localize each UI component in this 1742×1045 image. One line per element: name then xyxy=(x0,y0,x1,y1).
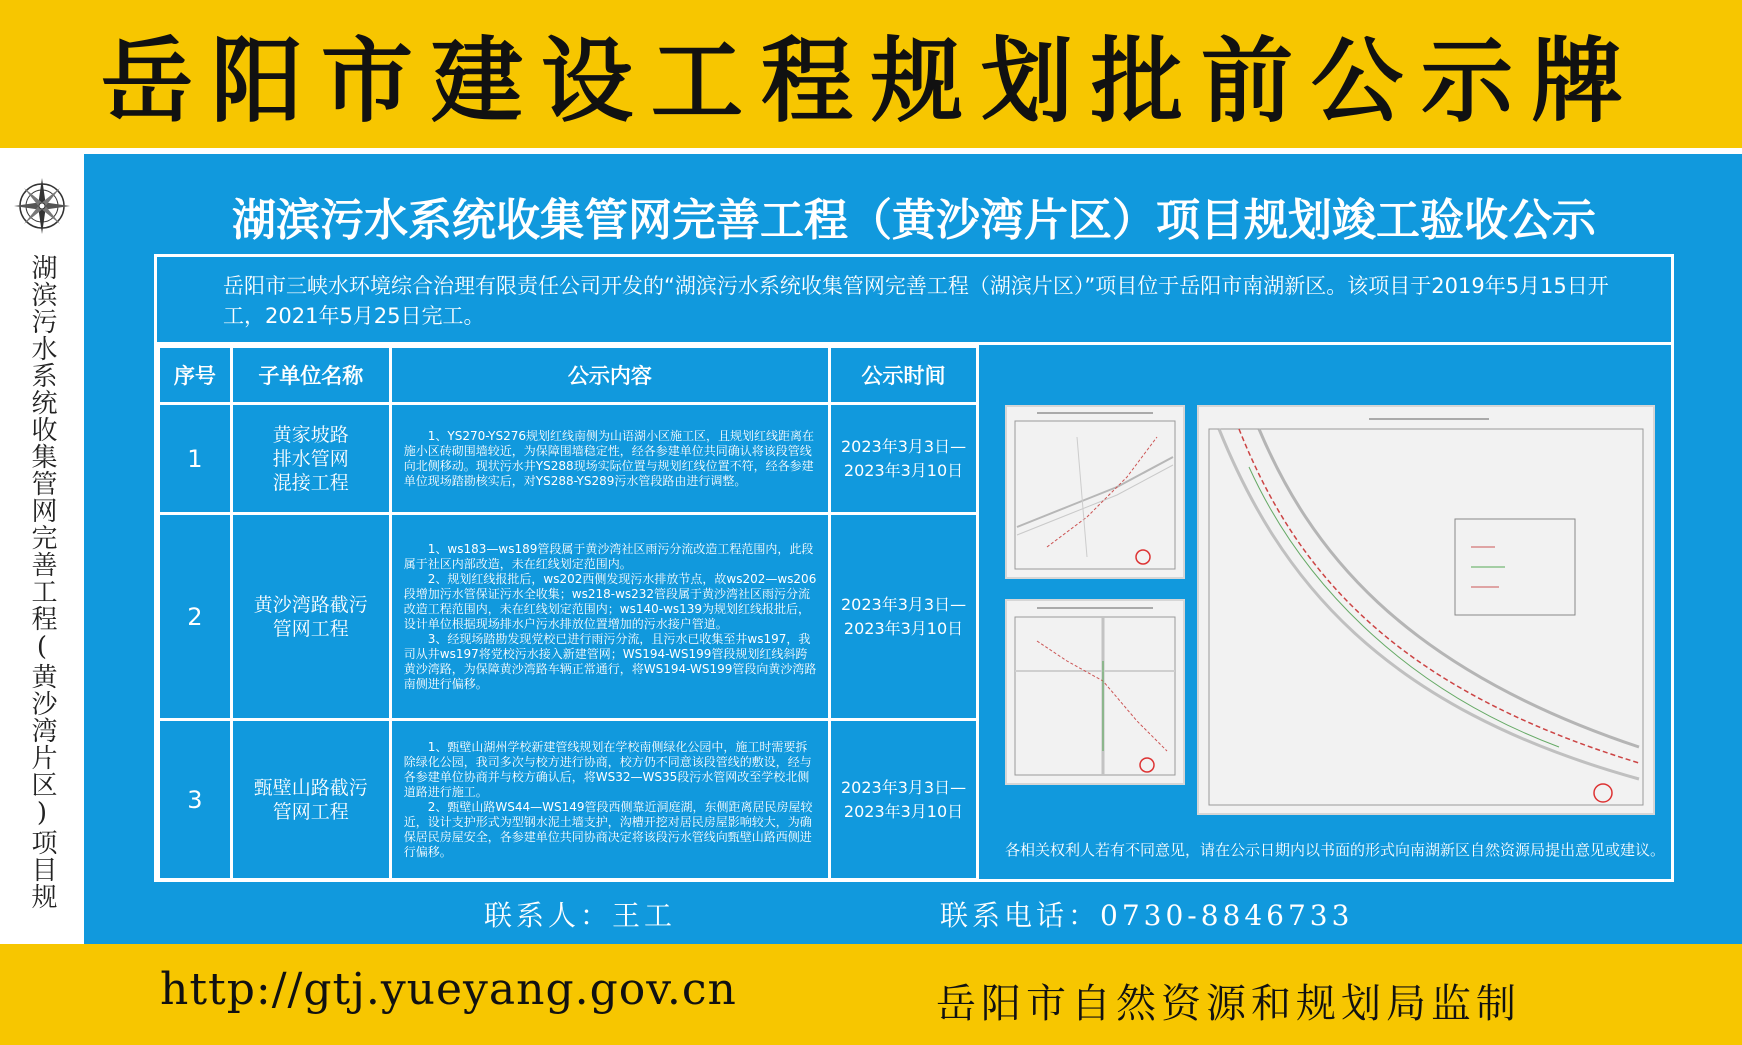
row-name: 甄壁山路截污 管网工程 xyxy=(231,720,390,880)
project-intro: 岳阳市三峡水环境综合治理有限责任公司开发的“湖滨污水系统收集管网完善工程（湖滨片区）”项目位于岳阳市南湖新区。该项目于2019年5月15日开工，2021年5月25日完工。 xyxy=(157,257,1671,345)
row-content: 1、ws183—ws189管段属于黄沙湾社区雨污分流改造工程范围内，此段属于社区内部改造，未在红线划定范围内。 2、规划红线报批后，ws202西侧发现污水排放节点，故ws202—ws206段增加污水管保证污水全收集；ws218-ws232管段属于黄沙湾社区雨污分流改造工程范围内，未在红线划定范围内；ws140-ws139为规划红线报批后，设计单位根据现场排水户污水排放位置增加的污水接户管道。 3、经现场踏勘发现党校已进行雨污分流，且污水已收集至井ws197，我司从井ws197将党校污水接入新建管网；WS194-WS199管段规划红线斜跨黄沙湾路，为保障黄沙湾路车辆正常通行，将WS194-WS199管段向黄沙湾路南侧进行偏移。 xyxy=(390,514,829,720)
notice-panel xyxy=(154,254,1674,882)
row-time: 2023年3月3日— 2023年3月10日 xyxy=(830,720,978,880)
top-banner xyxy=(0,0,1742,154)
drawings-area xyxy=(979,345,1671,879)
site-plan-drawing-main xyxy=(1197,405,1655,815)
contact-person: 联系人：王工 xyxy=(484,899,677,932)
table-header-row xyxy=(159,347,978,404)
row-time: 2023年3月3日— 2023年3月10日 xyxy=(830,404,978,514)
objection-notice: 各相关权利人若有不同意见，请在公示日期内以书面的形式向南湖新区自然资源局提出意见或建议。 xyxy=(1005,841,1666,859)
vertical-title: 湖滨污水系统收集管网完善工程(黄沙湾片区)项目规 xyxy=(27,254,57,910)
site-plan-drawing-2 xyxy=(1005,599,1185,785)
header-name: 子单位名称 xyxy=(231,347,390,404)
website-url: http://gtj.yueyang.gov.cn xyxy=(160,964,737,1015)
table-row xyxy=(159,404,978,514)
publicity-table xyxy=(157,345,979,881)
main-board xyxy=(84,154,1742,944)
header-content: 公示内容 xyxy=(390,347,829,404)
banner-title: 岳阳市建设工程规划批前公示牌 xyxy=(100,28,1641,135)
header-num: 序号 xyxy=(159,347,232,404)
row-num: 3 xyxy=(159,720,232,880)
sidebar xyxy=(0,154,84,944)
site-plan-drawing-1 xyxy=(1005,405,1185,579)
table-row xyxy=(159,514,978,720)
compass-icon xyxy=(12,176,72,236)
row-time: 2023年3月3日— 2023年3月10日 xyxy=(830,514,978,720)
project-title: 湖滨污水系统收集管网完善工程（黄沙湾片区）项目规划竣工验收公示 xyxy=(232,195,1596,246)
row-name: 黄沙湾路截污 管网工程 xyxy=(231,514,390,720)
row-name: 黄家坡路 排水管网 混接工程 xyxy=(231,404,390,514)
supervisor-label: 岳阳市自然资源和规划局监制 xyxy=(936,981,1521,1027)
header-time: 公示时间 xyxy=(830,347,978,404)
bottom-banner xyxy=(0,944,1742,1045)
contact-phone: 联系电话：0730-8846733 xyxy=(940,899,1354,932)
row-num: 2 xyxy=(159,514,232,720)
row-content: 1、甄壁山湖州学校新建管线规划在学校南侧绿化公园中，施工时需要拆除绿化公园，我司多次与校方进行协商，校方仍不同意该段管线的敷设，经与各参建单位协商并与校方确认后，将WS32—WS35段污水管网改至学校北侧道路进行施工。 2、甄壁山路WS44—WS149管段西侧靠近洞庭湖，东侧距离居民房屋较近，设计支护形式为型钢水泥土墙支护，沟槽开挖对居民房屋影响较大，为确保居民房屋安全，各参建单位共同协商决定将该段污水管线向甄壁山路西侧进行偏移。 xyxy=(390,720,829,880)
row-num: 1 xyxy=(159,404,232,514)
table-row xyxy=(159,720,978,880)
row-content: 1、YS270-YS276规划红线南侧为山语湖小区施工区，且规划红线距离在施小区砖砌围墙较近，为保障围墙稳定性，经各参建单位共同确认将该段管线向北侧移动。现状污水井YS288现场实际位置与规划红线位置不符，经各参建单位现场踏勘核实后，对YS288-YS289污水管段路由进行调整。 xyxy=(390,404,829,514)
